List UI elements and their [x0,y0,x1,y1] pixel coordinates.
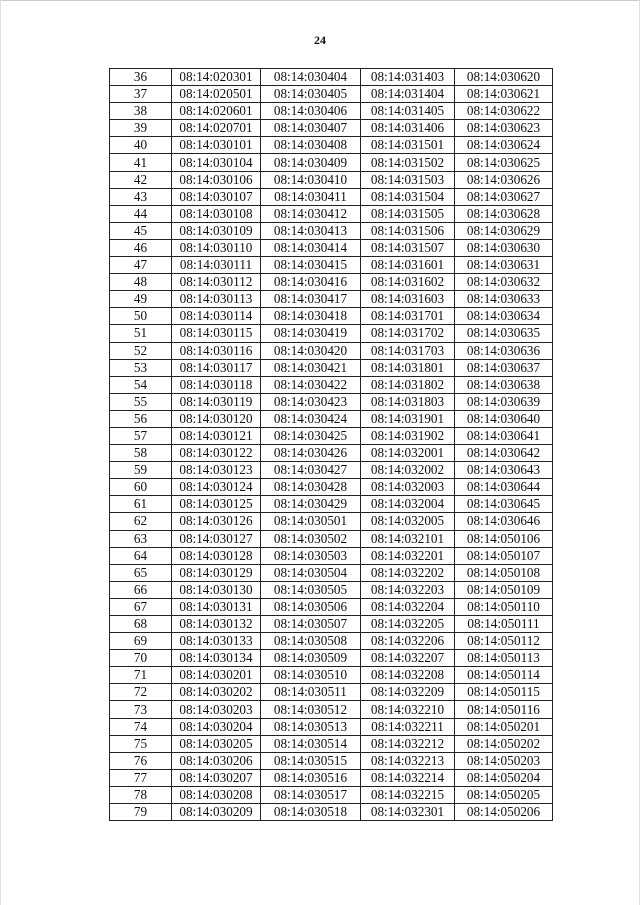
table-row [110,308,553,325]
cadastral-number-cell: 08:14:030622 [455,103,553,120]
cadastral-number-cell: 08:14:030626 [455,171,553,188]
cadastral-number-cell: 08:14:030415 [261,257,361,274]
cadastral-number-cell: 08:14:030207 [172,769,261,786]
cadastral-number-cell: 08:14:030627 [455,188,553,205]
cadastral-number-cell: 08:14:050106 [455,530,553,547]
cadastral-number-cell: 08:14:030620 [455,69,553,86]
table-row [110,445,553,462]
cadastral-number-cell: 08:14:030641 [455,427,553,444]
cadastral-number-cell: 08:14:030421 [261,359,361,376]
row-number-cell: 55 [110,393,172,410]
cadastral-number-cell: 08:14:030429 [261,496,361,513]
cadastral-number-cell: 08:14:030410 [261,171,361,188]
cadastral-number-cell: 08:14:030128 [172,547,261,564]
cadastral-number-cell: 08:14:030422 [261,376,361,393]
cadastral-number-cell: 08:14:031501 [361,137,455,154]
row-number-cell: 77 [110,769,172,786]
cadastral-number-cell: 08:14:050115 [455,684,553,701]
cadastral-number-cell: 08:14:031803 [361,393,455,410]
row-number-cell: 45 [110,222,172,239]
cadastral-number-cell: 08:14:030413 [261,222,361,239]
row-number-cell: 69 [110,633,172,650]
row-number-cell: 61 [110,496,172,513]
cadastral-number-cell: 08:14:030501 [261,513,361,530]
cadastral-number-cell: 08:14:030635 [455,325,553,342]
cadastral-number-cell: 08:14:031601 [361,257,455,274]
table-row [110,462,553,479]
cadastral-number-cell: 08:14:030516 [261,769,361,786]
cadastral-number-cell: 08:14:030426 [261,445,361,462]
cadastral-number-cell: 08:14:031404 [361,86,455,103]
cadastral-number-cell: 08:14:050203 [455,752,553,769]
cadastral-number-cell: 08:14:032101 [361,530,455,547]
cadastral-number-cell: 08:14:030411 [261,188,361,205]
cadastral-number-cell: 08:14:030646 [455,513,553,530]
cadastral-number-cell: 08:14:030632 [455,274,553,291]
cadastral-number-cell: 08:14:032211 [361,718,455,735]
cadastral-number-cell: 08:14:030414 [261,239,361,256]
row-number-cell: 75 [110,735,172,752]
table-row [110,222,553,239]
cadastral-number-cell: 08:14:030515 [261,752,361,769]
cadastral-number-cell: 08:14:030407 [261,120,361,137]
table-row [110,393,553,410]
table-row [110,120,553,137]
table-row [110,86,553,103]
cadastral-number-cell: 08:14:030132 [172,616,261,633]
row-number-cell: 60 [110,479,172,496]
cadastral-number-cell: 08:14:030502 [261,530,361,547]
cadastral-number-cell: 08:14:030209 [172,804,261,821]
cadastral-number-cell: 08:14:032002 [361,462,455,479]
cadastral-number-cell: 08:14:030201 [172,667,261,684]
cadastral-number-cell: 08:14:030124 [172,479,261,496]
cadastral-number-cell: 08:14:031902 [361,427,455,444]
table-row [110,359,553,376]
cadastral-number-cell: 08:14:031702 [361,325,455,342]
cadastral-number-cell: 08:14:050111 [455,616,553,633]
table-row [110,496,553,513]
cadastral-number-cell: 08:14:031403 [361,69,455,86]
cadastral-number-cell: 08:14:030634 [455,308,553,325]
cadastral-number-cell: 08:14:032213 [361,752,455,769]
row-number-cell: 78 [110,786,172,803]
cadastral-number-cell: 08:14:030119 [172,393,261,410]
cadastral-number-cell: 08:14:030630 [455,239,553,256]
table-row [110,188,553,205]
cadastral-number-cell: 08:14:030408 [261,137,361,154]
cadastral-number-cell: 08:14:031406 [361,120,455,137]
cadastral-number-cell: 08:14:030621 [455,86,553,103]
cadastral-number-cell: 08:14:050112 [455,633,553,650]
table-body [110,69,553,821]
cadastral-number-cell: 08:14:030110 [172,239,261,256]
cadastral-number-cell: 08:14:030406 [261,103,361,120]
cadastral-number-cell: 08:14:030637 [455,359,553,376]
cadastral-number-cell: 08:14:030108 [172,205,261,222]
cadastral-number-cell: 08:14:030508 [261,633,361,650]
cadastral-number-cell: 08:14:032214 [361,769,455,786]
row-number-cell: 57 [110,427,172,444]
cadastral-number-cell: 08:14:032205 [361,616,455,633]
cadastral-number-cell: 08:14:030409 [261,154,361,171]
cadastral-number-cell: 08:14:030517 [261,786,361,803]
cadastral-number-cell: 08:14:031801 [361,359,455,376]
cadastral-number-cell: 08:14:030511 [261,684,361,701]
cadastral-number-cell: 08:14:030208 [172,786,261,803]
cadastral-number-cell: 08:14:030405 [261,86,361,103]
row-number-cell: 70 [110,650,172,667]
cadastral-number-cell: 08:14:030625 [455,154,553,171]
cadastral-number-cell: 08:14:020501 [172,86,261,103]
cadastral-number-cell: 08:14:030420 [261,342,361,359]
cadastral-number-cell: 08:14:030109 [172,222,261,239]
table-row [110,530,553,547]
cadastral-number-cell: 08:14:032215 [361,786,455,803]
row-number-cell: 48 [110,274,172,291]
cadastral-number-cell: 08:14:050114 [455,667,553,684]
table-row [110,513,553,530]
cadastral-number-cell: 08:14:050201 [455,718,553,735]
cadastral-number-cell: 08:14:020601 [172,103,261,120]
cadastral-number-cell: 08:14:030514 [261,735,361,752]
cadastral-number-cell: 08:14:030645 [455,496,553,513]
cadastral-number-cell: 08:14:030122 [172,445,261,462]
row-number-cell: 64 [110,547,172,564]
cadastral-number-cell: 08:14:031802 [361,376,455,393]
row-number-cell: 43 [110,188,172,205]
cadastral-number-cell: 08:14:030629 [455,222,553,239]
table-row [110,103,553,120]
cadastral-number-cell: 08:14:030505 [261,581,361,598]
cadastral-number-cell: 08:14:020301 [172,69,261,86]
row-number-cell: 59 [110,462,172,479]
row-number-cell: 39 [110,120,172,137]
cadastral-number-cell: 08:14:030416 [261,274,361,291]
row-number-cell: 37 [110,86,172,103]
table-row [110,581,553,598]
cadastral-number-cell: 08:14:030642 [455,445,553,462]
row-number-cell: 74 [110,718,172,735]
cadastral-number-cell: 08:14:030131 [172,598,261,615]
row-number-cell: 66 [110,581,172,598]
cadastral-number-cell: 08:14:030428 [261,479,361,496]
cadastral-number-cell: 08:14:030624 [455,137,553,154]
cadastral-number-cell: 08:14:032209 [361,684,455,701]
cadastral-number-cell: 08:14:032208 [361,667,455,684]
table-row [110,342,553,359]
table-row [110,564,553,581]
cadastral-number-cell: 08:14:031507 [361,239,455,256]
table-row [110,257,553,274]
cadastral-number-cell: 08:14:031701 [361,308,455,325]
table-row [110,154,553,171]
cadastral-number-cell: 08:14:032003 [361,479,455,496]
row-number-cell: 44 [110,205,172,222]
row-number-cell: 56 [110,410,172,427]
cadastral-number-cell: 08:14:050108 [455,564,553,581]
table-row [110,137,553,154]
cadastral-number-cell: 08:14:030123 [172,462,261,479]
cadastral-number-cell: 08:14:030116 [172,342,261,359]
cadastral-number-cell: 08:14:030643 [455,462,553,479]
cadastral-number-cell: 08:14:030510 [261,667,361,684]
row-number-cell: 65 [110,564,172,581]
cadastral-number-cell: 08:14:030427 [261,462,361,479]
cadastral-number-cell: 08:14:030114 [172,308,261,325]
cadastral-number-cell: 08:14:030106 [172,171,261,188]
cadastral-number-cell: 08:14:030425 [261,427,361,444]
cadastral-number-cell: 08:14:050110 [455,598,553,615]
cadastral-number-cell: 08:14:030206 [172,752,261,769]
cadastral-number-cell: 08:14:030507 [261,616,361,633]
table-row [110,650,553,667]
cadastral-number-cell: 08:14:030126 [172,513,261,530]
cadastral-number-cell: 08:14:032202 [361,564,455,581]
cadastral-number-cell: 08:14:031506 [361,222,455,239]
cadastral-number-cell: 08:14:030424 [261,410,361,427]
cadastral-number-cell: 08:14:030107 [172,188,261,205]
cadastral-number-cell: 08:14:031603 [361,291,455,308]
cadastral-number-cell: 08:14:030503 [261,547,361,564]
cadastral-number-cell: 08:14:032212 [361,735,455,752]
cadastral-number-cell: 08:14:050205 [455,786,553,803]
table-row [110,239,553,256]
cadastral-number-cell: 08:14:030633 [455,291,553,308]
row-number-cell: 72 [110,684,172,701]
cadastral-number-cell: 08:14:030518 [261,804,361,821]
row-number-cell: 58 [110,445,172,462]
row-number-cell: 50 [110,308,172,325]
table-row [110,735,553,752]
row-number-cell: 36 [110,69,172,86]
table-row [110,598,553,615]
cadastral-number-cell: 08:14:031504 [361,188,455,205]
cadastral-number-cell: 08:14:032301 [361,804,455,821]
cadastral-number-cell: 08:14:030404 [261,69,361,86]
cadastral-number-cell: 08:14:032206 [361,633,455,650]
cadastral-number-cell: 08:14:032203 [361,581,455,598]
cadastral-number-cell: 08:14:050116 [455,701,553,718]
row-number-cell: 68 [110,616,172,633]
table-row [110,547,553,564]
table-row [110,410,553,427]
cadastral-number-cell: 08:14:030203 [172,701,261,718]
cadastral-number-cell: 08:14:030412 [261,205,361,222]
cadastral-number-cell: 08:14:030205 [172,735,261,752]
cadastral-number-cell: 08:14:030133 [172,633,261,650]
cadastral-number-cell: 08:14:030120 [172,410,261,427]
row-number-cell: 51 [110,325,172,342]
table-row [110,325,553,342]
table-row [110,633,553,650]
table-row [110,427,553,444]
table-row [110,786,553,803]
cadastral-number-cell: 08:14:030417 [261,291,361,308]
cadastral-number-cell: 08:14:030504 [261,564,361,581]
cadastral-number-cell: 08:14:032207 [361,650,455,667]
row-number-cell: 40 [110,137,172,154]
cadastral-number-cell: 08:14:050202 [455,735,553,752]
cadastral-number-cell: 08:14:031502 [361,154,455,171]
cadastral-number-cell: 08:14:050206 [455,804,553,821]
table-row [110,376,553,393]
row-number-cell: 42 [110,171,172,188]
cadastral-number-cell: 08:14:030628 [455,205,553,222]
row-number-cell: 73 [110,701,172,718]
cadastral-number-cell: 08:14:030115 [172,325,261,342]
cadastral-number-cell: 08:14:030117 [172,359,261,376]
cadastral-number-cell: 08:14:030134 [172,650,261,667]
cadastral-number-cell: 08:14:030112 [172,274,261,291]
table-row [110,718,553,735]
table-row [110,752,553,769]
top-edge [0,0,640,1]
cadastral-table [109,68,553,821]
row-number-cell: 71 [110,667,172,684]
cadastral-number-cell: 08:14:031405 [361,103,455,120]
cadastral-number-cell: 08:14:032201 [361,547,455,564]
table-row [110,804,553,821]
row-number-cell: 67 [110,598,172,615]
cadastral-number-cell: 08:14:050204 [455,769,553,786]
table-row [110,69,553,86]
cadastral-number-cell: 08:14:030623 [455,120,553,137]
table-row [110,205,553,222]
table-row [110,769,553,786]
table-row [110,701,553,718]
cadastral-number-cell: 08:14:030130 [172,581,261,598]
row-number-cell: 53 [110,359,172,376]
cadastral-number-cell: 08:14:030512 [261,701,361,718]
cadastral-number-cell: 08:14:050113 [455,650,553,667]
left-edge [0,0,1,905]
row-number-cell: 41 [110,154,172,171]
cadastral-number-cell: 08:14:030513 [261,718,361,735]
cadastral-number-cell: 08:14:050107 [455,547,553,564]
cadastral-number-cell: 08:14:030509 [261,650,361,667]
cadastral-number-cell: 08:14:030127 [172,530,261,547]
cadastral-number-cell: 08:14:032204 [361,598,455,615]
cadastral-number-cell: 08:14:032001 [361,445,455,462]
cadastral-number-cell: 08:14:031503 [361,171,455,188]
row-number-cell: 54 [110,376,172,393]
cadastral-number-cell: 08:14:030204 [172,718,261,735]
cadastral-number-cell: 08:14:030639 [455,393,553,410]
row-number-cell: 38 [110,103,172,120]
table-row [110,274,553,291]
cadastral-number-cell: 08:14:020701 [172,120,261,137]
cadastral-number-cell: 08:14:030419 [261,325,361,342]
cadastral-number-cell: 08:14:030418 [261,308,361,325]
table-row [110,291,553,308]
row-number-cell: 47 [110,257,172,274]
cadastral-number-cell: 08:14:030101 [172,137,261,154]
cadastral-number-cell: 08:14:031602 [361,274,455,291]
table-row [110,479,553,496]
table-row [110,684,553,701]
cadastral-number-cell: 08:14:032004 [361,496,455,513]
cadastral-number-cell: 08:14:031505 [361,205,455,222]
cadastral-number-cell: 08:14:030640 [455,410,553,427]
table-row [110,171,553,188]
cadastral-number-cell: 08:14:030636 [455,342,553,359]
table-row [110,616,553,633]
row-number-cell: 49 [110,291,172,308]
cadastral-number-cell: 08:14:030202 [172,684,261,701]
cadastral-number-cell: 08:14:030631 [455,257,553,274]
cadastral-number-cell: 08:14:030423 [261,393,361,410]
cadastral-number-cell: 08:14:030506 [261,598,361,615]
cadastral-number-cell: 08:14:031901 [361,410,455,427]
cadastral-number-cell: 08:14:050109 [455,581,553,598]
row-number-cell: 79 [110,804,172,821]
cadastral-number-cell: 08:14:030118 [172,376,261,393]
cadastral-number-cell: 08:14:032210 [361,701,455,718]
row-number-cell: 52 [110,342,172,359]
table-row [110,667,553,684]
cadastral-number-cell: 08:14:031703 [361,342,455,359]
cadastral-number-cell: 08:14:030111 [172,257,261,274]
row-number-cell: 63 [110,530,172,547]
cadastral-number-cell: 08:14:030113 [172,291,261,308]
cadastral-number-cell: 08:14:030125 [172,496,261,513]
cadastral-number-cell: 08:14:030129 [172,564,261,581]
cadastral-number-cell: 08:14:030638 [455,376,553,393]
cadastral-number-cell: 08:14:032005 [361,513,455,530]
row-number-cell: 46 [110,239,172,256]
cadastral-number-cell: 08:14:030644 [455,479,553,496]
cadastral-number-cell: 08:14:030121 [172,427,261,444]
cadastral-number-cell: 08:14:030104 [172,154,261,171]
row-number-cell: 62 [110,513,172,530]
page-number: 24 [314,33,326,47]
row-number-cell: 76 [110,752,172,769]
